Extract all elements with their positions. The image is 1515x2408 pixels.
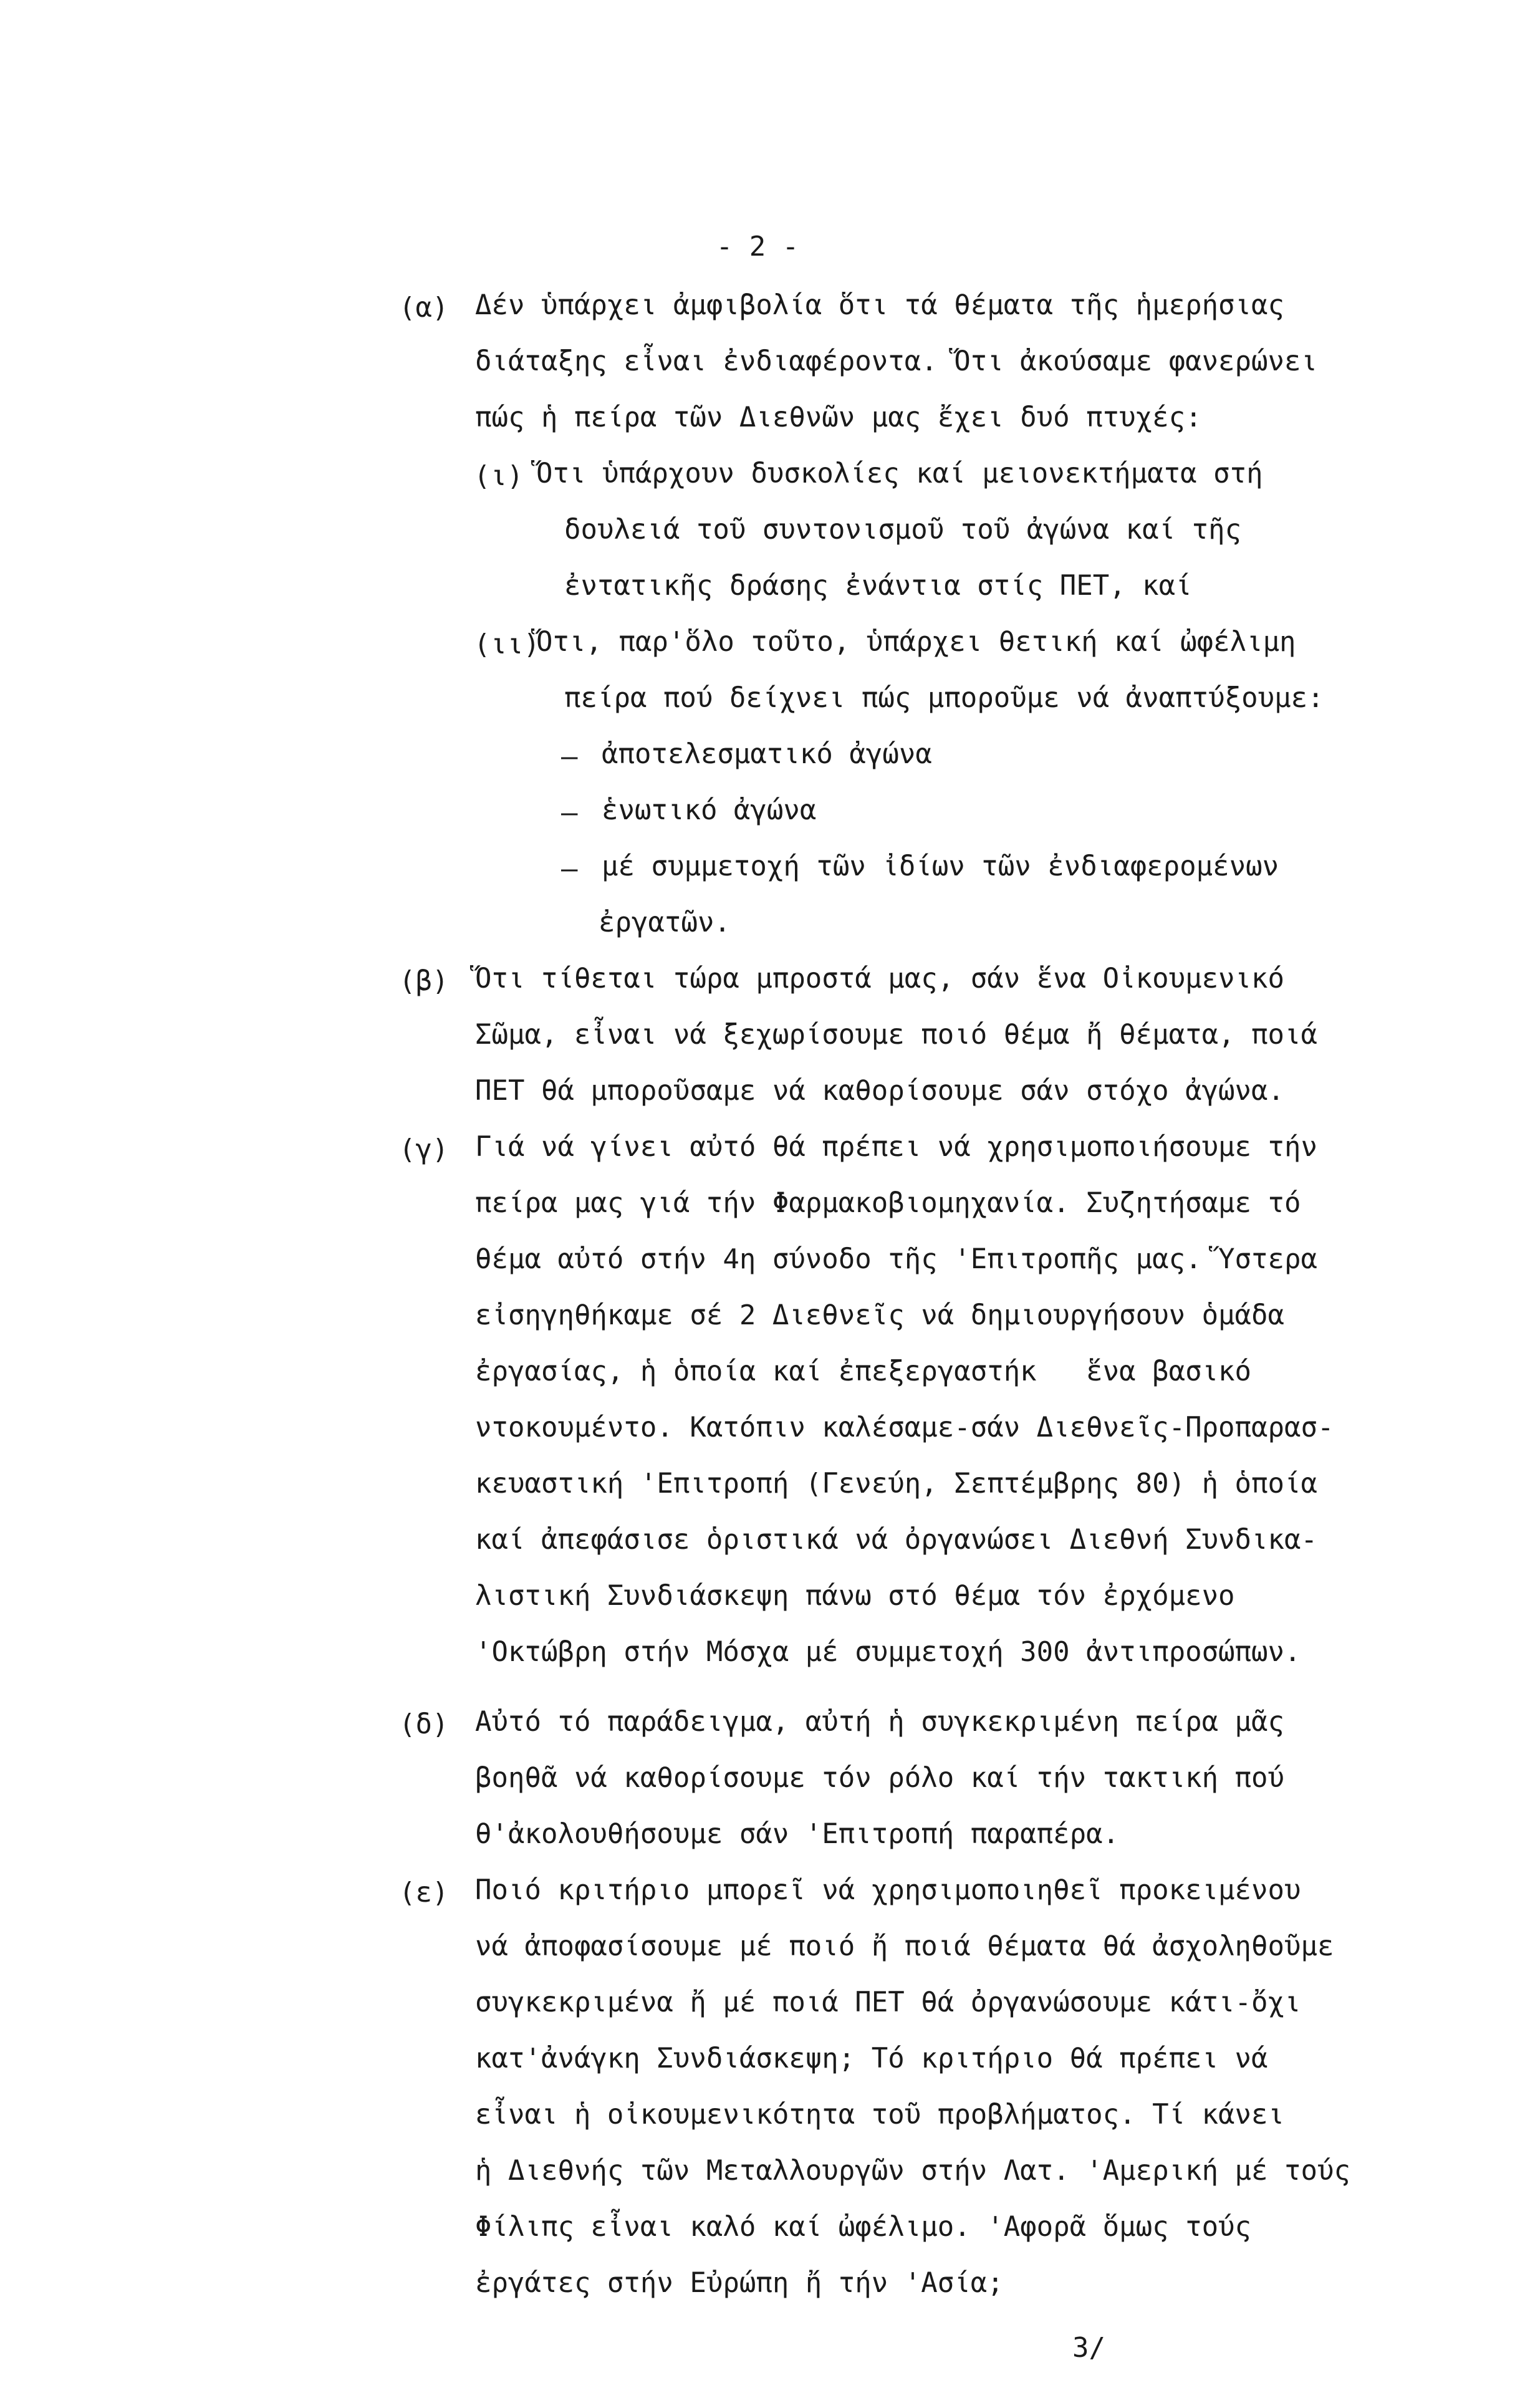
subitem-line: Ὅτι ὑπάρχουν δυσκολίες καί μειονεκτήματα στή bbox=[536, 458, 1263, 489]
paragraph-line: ἐργασίας, ἡ ὁποία καί ἐπεξεργαστήκ ἕνα βασικό bbox=[475, 1356, 1252, 1387]
subitem-line: Ὅτι, παρ'ὅλο τοῦτο, ὑπάρχει θετική καί ὠφέλιμη bbox=[536, 626, 1296, 658]
paragraph-line: πώς ἡ πείρα τῶν Διεθνῶν μας ἔχει δυό πτυχές: bbox=[475, 402, 1202, 433]
paragraph-line: Δέν ὑπάρχει ἀμφιβολία ὅτι τά θέματα τῆς ἡμερήσιας bbox=[475, 289, 1285, 321]
paragraph-line: καί ἀπεφάσισε ὁριστικά νά ὀργανώσει Διεθνή Συνδικα- bbox=[475, 1524, 1318, 1556]
paragraph-line: ἐργάτες στήν Εὐρώπη ἤ τήν 'Ασία; bbox=[475, 2267, 1004, 2299]
dash-marker: – bbox=[561, 797, 578, 829]
paragraph-line: θέμα αὐτό στήν 4η σύνοδο τῆς 'Επιτροπῆς μας. Ὕστερα bbox=[475, 1243, 1318, 1275]
subitem-line: ἐντατικῆς δράσης ἐνάντια στίς ΠΕΤ, καί bbox=[564, 570, 1192, 602]
paragraph-line: Σῶμα, εἶναι νά ξεχωρίσουμε ποιό θέμα ἤ θέματα, ποιά bbox=[475, 1019, 1318, 1051]
subitem-marker: (ιι) bbox=[474, 628, 540, 660]
paragraph-line: λιστική Συνδιάσκεψη πάνω στό θέμα τόν ἐρχόμενο bbox=[475, 1580, 1235, 1612]
paragraph-line: θ'ἀκολουθήσουμε σάν 'Επιτροπή παραπέρα. bbox=[475, 1818, 1120, 1850]
subitem-marker: (ι) bbox=[474, 460, 524, 492]
section-marker: (β) bbox=[399, 965, 449, 997]
paragraph-line: Φίλιπς εἶναι καλό καί ὠφέλιμο. 'Αφορᾶ ὅμως τούς bbox=[475, 2211, 1252, 2243]
section-marker: (δ) bbox=[399, 1708, 449, 1740]
paragraph-line: Ὅτι τίθεται τώρα μπροστά μας, σάν ἕνα Οἰκουμενικό bbox=[475, 963, 1285, 995]
paragraph-line: ἡ Διεθνής τῶν Μεταλλουργῶν στήν Λατ. 'Αμερική μέ τούς bbox=[475, 2155, 1350, 2187]
section-marker: (γ) bbox=[399, 1134, 449, 1165]
paragraph-line: πείρα μας γιά τήν Φαρμακοβιομηχανία. Συζητήσαμε τό bbox=[475, 1187, 1301, 1219]
paragraph-line: Αὐτό τό παράδειγμα, αὐτή ἡ συγκεκριμένη πείρα μᾶς bbox=[475, 1706, 1285, 1738]
dash-item-tail: ἐργατῶν. bbox=[599, 907, 731, 938]
paragraph-line: εἶναι ἡ οἰκουμενικότητα τοῦ προβλήματος. Τί κάνει bbox=[475, 2099, 1285, 2131]
paragraph-line: συγκεκριμένα ἤ μέ ποιά ΠΕΤ θά ὀργανώσουμε κάτι-ὄχι bbox=[475, 1987, 1301, 2018]
paragraph-line: κατ'ἀνάγκη Συνδιάσκεψη; Τό κριτήριο θά πρέπει νά bbox=[475, 2043, 1268, 2074]
paragraph-line: ΠΕΤ θά μποροῦσαμε νά καθορίσουμε σάν στόχο ἀγώνα. bbox=[475, 1075, 1285, 1107]
paragraph-line: Ποιό κριτήριο μπορεῖ νά χρησιμοποιηθεῖ προκειμένου bbox=[475, 1874, 1301, 1906]
subitem-line: δουλειά τοῦ συντονισμοῦ τοῦ ἀγώνα καί τῆς bbox=[564, 514, 1242, 546]
paragraph-line: εἰσηγηθήκαμε σέ 2 Διεθνεῖς νά δημιουργήσουν ὁμάδα bbox=[475, 1299, 1285, 1331]
paragraph-line: διάταξης εἶναι ἐνδιαφέροντα. Ὅτι ἀκούσαμε φανερώνει bbox=[475, 345, 1318, 377]
paragraph-line: 'Οκτώβρη στήν Μόσχα μέ συμμετοχή 300 ἀντιπροσώπων. bbox=[475, 1636, 1301, 1668]
section-marker: (α) bbox=[399, 292, 449, 324]
page-number: - 2 - bbox=[716, 231, 799, 262]
paragraph-line: βοηθᾶ νά καθορίσουμε τόν ρόλο καί τήν τακτική πού bbox=[475, 1762, 1285, 1794]
dash-item: ἑνωτικό ἀγώνα bbox=[602, 794, 817, 826]
paragraph-line: νά ἀποφασίσουμε μέ ποιό ἤ ποιά θέματα θά ἀσχοληθοῦμε bbox=[475, 1930, 1334, 1962]
section-marker: (ε) bbox=[399, 1877, 449, 1909]
page-continuation-marker: 3/ bbox=[1072, 2332, 1105, 2364]
dash-item: μέ συμμετοχή τῶν ἰδίων τῶν ἐνδιαφερομένων bbox=[602, 850, 1279, 882]
dash-item: ἀποτελεσματικό ἀγώνα bbox=[602, 738, 932, 770]
dash-marker: – bbox=[561, 853, 578, 885]
paragraph-line: Γιά νά γίνει αὐτό θά πρέπει νά χρησιμοποιήσουμε τήν bbox=[475, 1131, 1318, 1163]
dash-marker: – bbox=[561, 741, 578, 773]
paragraph-line: ντοκουμέντο. Κατόπιν καλέσαμε-σάν Διεθνεῖς-Προπαρασ- bbox=[475, 1412, 1334, 1443]
subitem-line: πείρα πού δείχνει πώς μποροῦμε νά ἀναπτύξουμε: bbox=[564, 682, 1324, 714]
paragraph-line: κευαστική 'Επιτροπή (Γενεύη, Σεπτέμβρης 80) ἡ ὁποία bbox=[475, 1468, 1318, 1500]
